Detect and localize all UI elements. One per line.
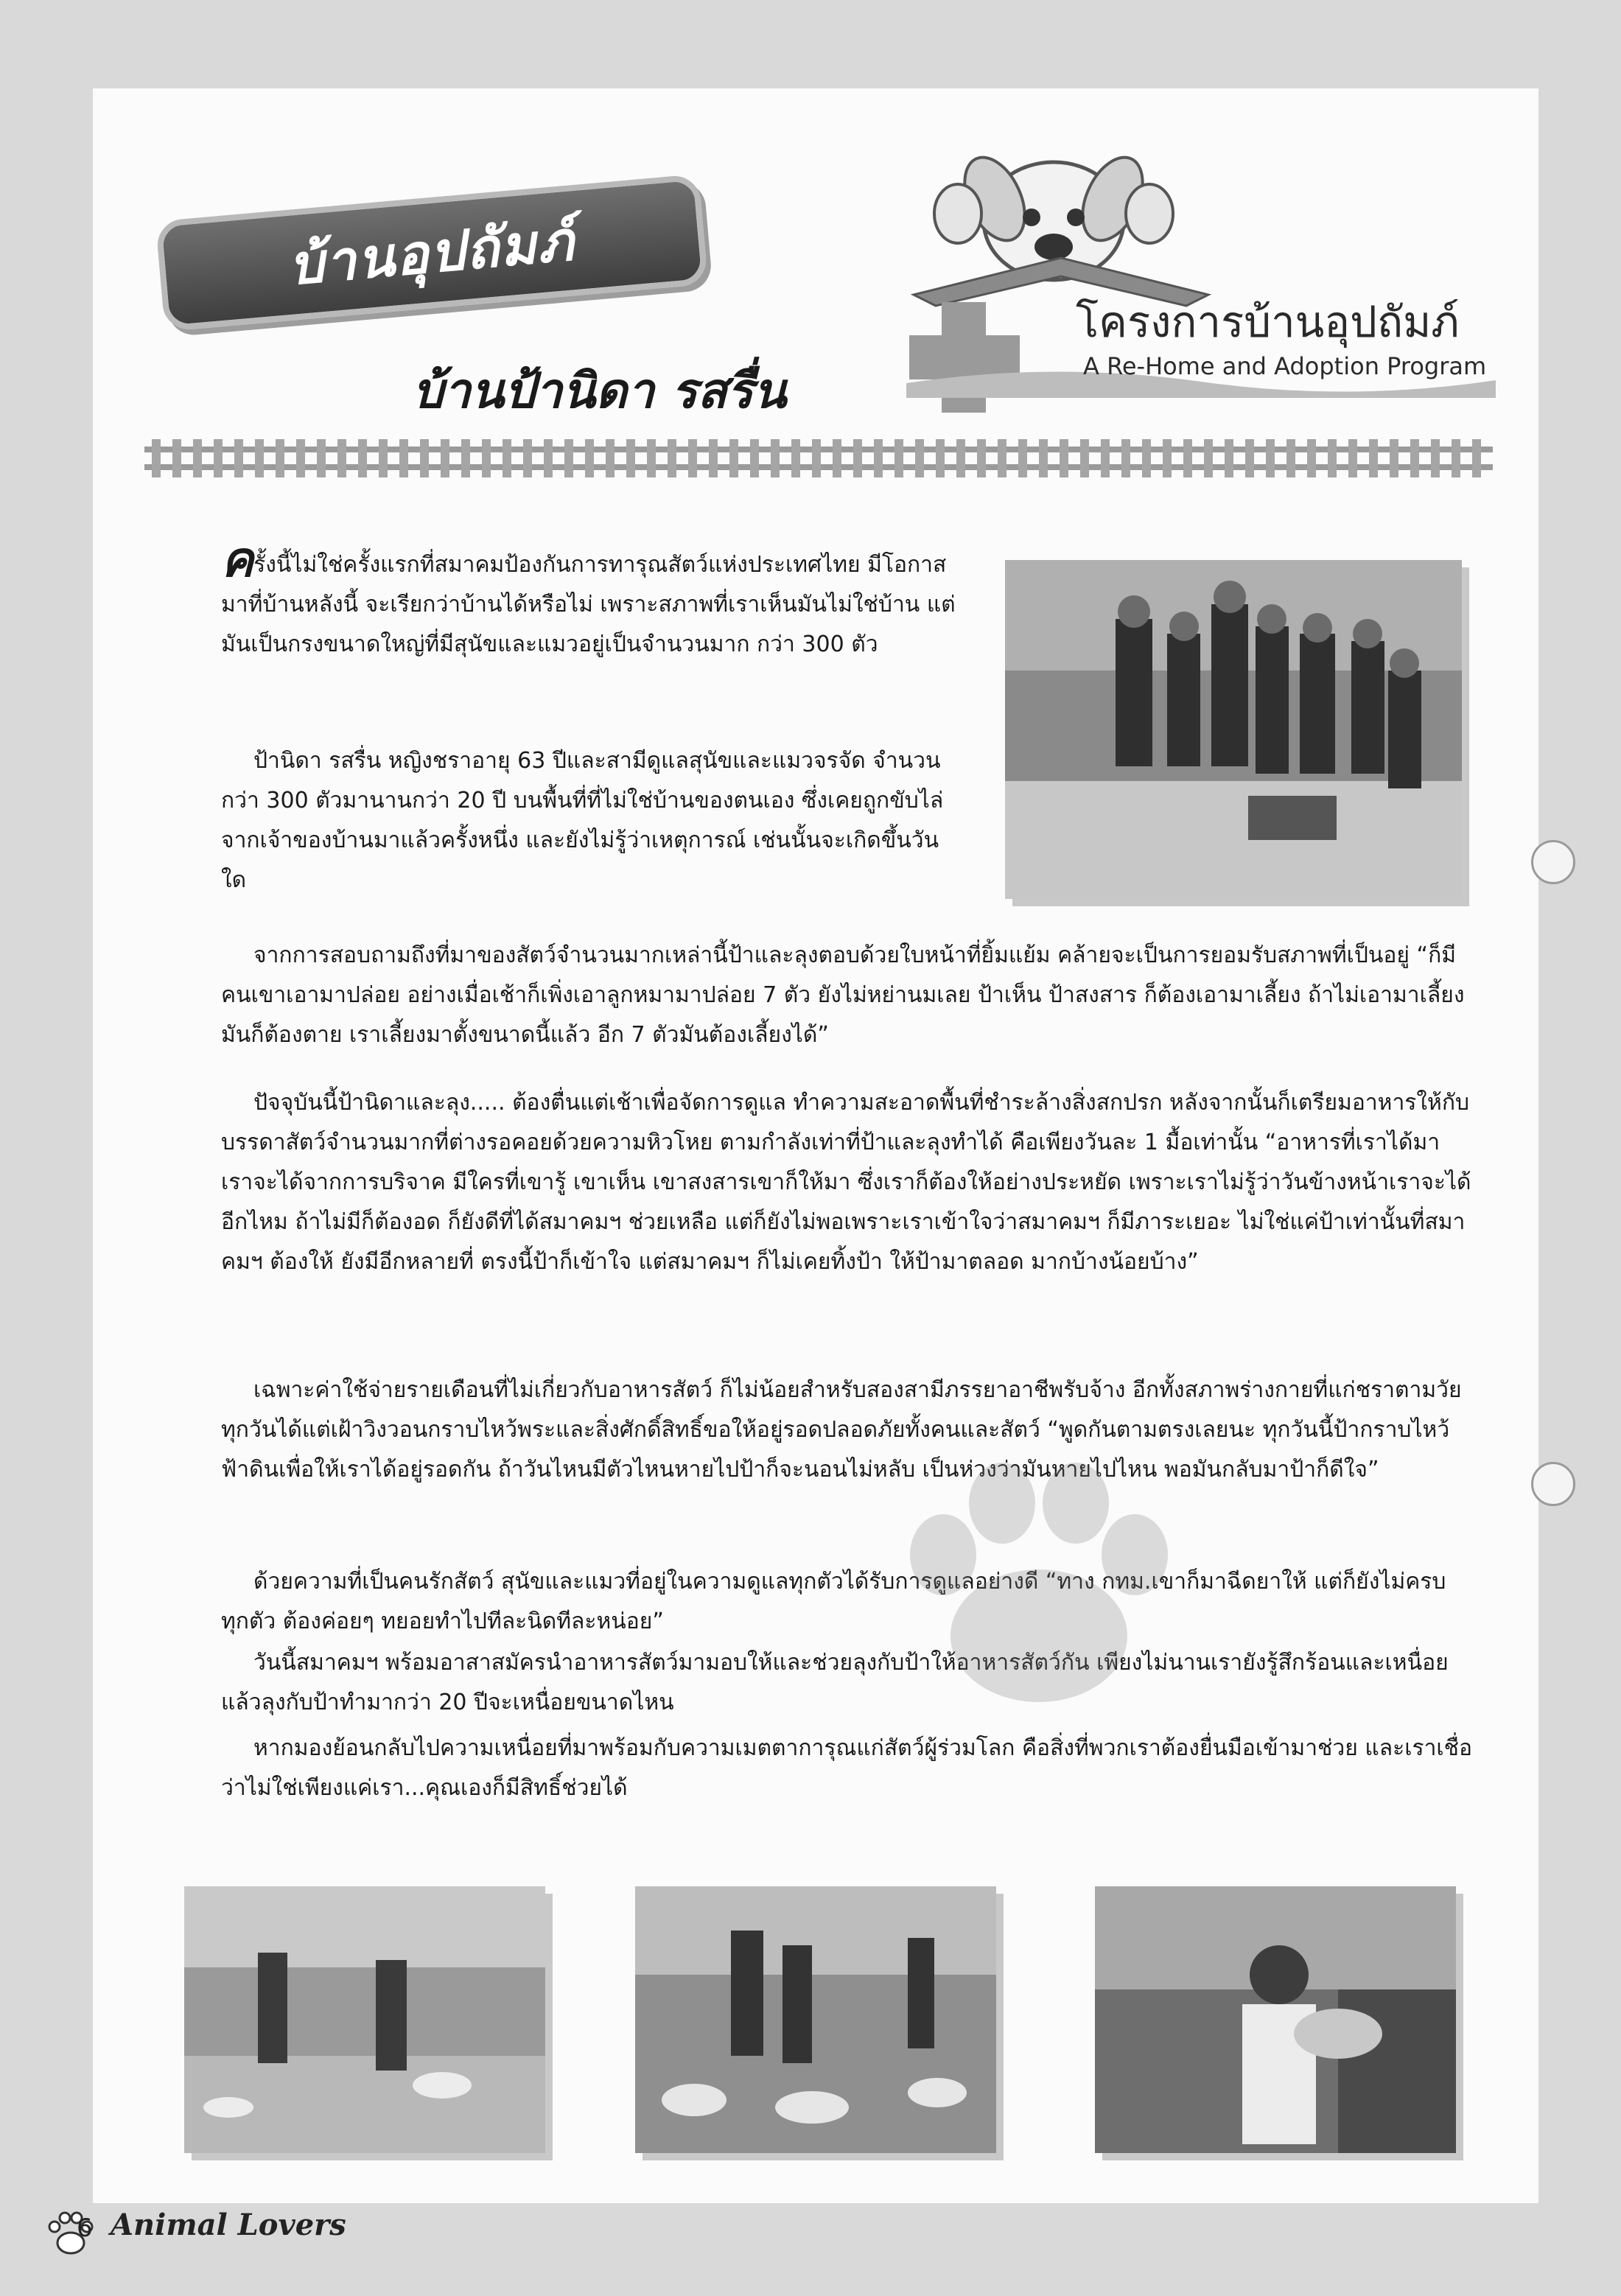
rail-tie: [668, 439, 676, 477]
rail-tie: [255, 439, 264, 477]
rail-tie: [1328, 439, 1337, 477]
program-title-thai: โครงการบ้านอุปถัมภ์: [1076, 297, 1460, 347]
rail-tie: [1369, 439, 1378, 477]
rail-tie: [998, 439, 1006, 477]
rail-tie: [1225, 439, 1233, 477]
rail-tie: [1018, 439, 1027, 477]
rail-tie: [1204, 439, 1213, 477]
rail-tie: [1039, 439, 1048, 477]
rail-tie: [1080, 439, 1089, 477]
rail-tie: [1121, 439, 1130, 477]
rail-tie: [152, 439, 161, 477]
rail-tie: [1472, 439, 1481, 477]
rail-tie: [1245, 439, 1254, 477]
rail-tie: [441, 439, 449, 477]
rail-tie: [1183, 439, 1192, 477]
rail-tie: [296, 439, 305, 477]
section-title: บ้านอุปถัมภ์: [286, 209, 578, 298]
rail-tie: [234, 439, 243, 477]
rail-tie: [379, 439, 388, 477]
rail-tie: [771, 439, 780, 477]
punch-hole-top: [1531, 840, 1575, 884]
rail-tie: [956, 439, 965, 477]
rail-tie: [915, 439, 924, 477]
rail-tie: [482, 439, 491, 477]
rail-tie: [750, 439, 759, 477]
punch-hole-bottom: [1531, 1462, 1575, 1506]
article-paragraph-5: เฉพาะค่าใช้จ่ายรายเดือนที่ไม่เกี่ยวกับอาหารสัตว์ ก็ไม่น้อยสำหรับสองสามีภรรยาอาชีพรับจ้าง อีกทั้งสภาพร่างกายที่แก่ชราตามวัย ทุกวันได้แต่เฝ้าวิงวอนกราบไหว้พระและสิ่งศักดิ์สิทธิ์ขอให้อยู่รอดปลอดภัยทั้งคนและสัตว์ “พูดกันตามตรงเลยนะ ทุกวันนี้ป้ากราบไหว้ฟ้าดินเพื่อให้เราได้อยู่รอดกัน ถ้าวันไหนมีตัวไหนหายไปป้าก็จะนอนไม่หลับ เป็นห่วงว่ามันหายไปไหน พอมันกลับมาป้าก็ดีใจ”: [221, 1377, 1462, 1483]
rail-tie: [833, 439, 841, 477]
article-paragraph-6: ด้วยความที่เป็นคนรักสัตว์ สุนัขและแมวที่อยู่ในความดูแลทุกตัวได้รับการดูแลอย่างดี “ทาง กทม.เขาก็มาฉีดยาให้ แต่ก็ยังไม่ครบทุกตัว ต้องค่อยๆ ทยอยทำไปทีละนิดทีละหน่อย”: [221, 1569, 1446, 1634]
rail-tie: [214, 439, 223, 477]
rail-tie: [193, 439, 202, 477]
rail-tie: [585, 439, 594, 477]
rail-tie: [729, 439, 738, 477]
rail-tie: [1410, 439, 1419, 477]
article-paragraph-4: ปัจจุบันนี้ป้านิดาและลุง..... ต้องตื่นแต่เช้าเพื่อจัดการดูแล ทำความสะอาดพื้นที่ชำระล้างสิ่งสกปรก หลังจากนั้นก็เตรียมอาหารให้กับบรรดาสัตว์จำนวนมากที่ต่างรอคอยด้วยความหิวโหย ตามกำลังเท่าที่ป้าและลุงทำได้ คือเพียงวันละ 1 มื้อเท่านั้น “อาหารที่เราได้มา เราจะได้จากการบริจาค มีใครที่เขารู้ เขาเห็น เขาสงสารเขาก็ให้มา ซึ่งเราก็ต้องให้อย่างประหยัด เพราะเราไม่รู้ว่าวันข้างหน้าเราจะได้อีกไหม ถ้าไม่มีก็ต้องอด ก็ยังดีที่ได้สมาคมฯ ช่วยเหลือ แต่ก็ยังไม่พอเพราะเราเข้าใจว่าสมาคมฯ ก็มีภาระเยอะ ไม่ใช่แค่ป้าเท่านั้นที่สมาคมฯ ต้องให้ ยังมีอีกหลายที่ ตรงนี้ป้าก็เข้าใจ แต่สมาคมฯ ก็ไม่เคยทิ้งป้า ให้ป้ามาตลอด มากบ้างน้อยบ้าง”: [221, 1090, 1471, 1275]
rail-tie: [317, 439, 326, 477]
rail-tie: [688, 439, 697, 477]
rail-tie: [791, 439, 800, 477]
rail-tie: [1101, 439, 1110, 477]
rail-tie: [276, 439, 284, 477]
rail-tie: [1307, 439, 1316, 477]
rail-tie: [564, 439, 573, 477]
rail-tie: [358, 439, 367, 477]
article-paragraph-2: ป้านิดา รสรื่น หญิงชราอายุ 63 ปีและสามีดูแลสุนัขและแมวจรจัด จำนวนกว่า 300 ตัวมานานกว่า 20 ปี บนพื้นที่ที่ไม่ใช่บ้านของตนเอง ซึ่งเคยถูกขับไล่จากเจ้าของบ้านมาแล้วครั้งหนึ่ง และยังไม่รู้ว่าเหตุการณ์ เช่นนั้นจะเกิดขึ้นวันใด: [221, 748, 944, 893]
article-paragraph-7: วันนี้สมาคมฯ พร้อมอาสาสมัครนำอาหารสัตว์มามอบให้และช่วยลุงกับป้าให้อาหารสัตว์กัน เพียงไม่นานเรายังรู้สึกร้อนและเหนื่อย แล้วลุงกับป้าทำมากว่า 20 ปีจะเหนื่อยขนาดไหน: [221, 1650, 1449, 1715]
rail-tie: [1266, 439, 1275, 477]
rail-tie: [1431, 439, 1440, 477]
rail-tie: [1142, 439, 1151, 477]
rail-tie: [399, 439, 408, 477]
photo-feeding-area: [184, 1886, 545, 2153]
rail-tie: [461, 439, 470, 477]
photo-woman-feeding: [1095, 1886, 1456, 2153]
rail-tie: [503, 439, 511, 477]
rail-tie: [523, 439, 532, 477]
rail-tie: [1390, 439, 1398, 477]
article-paragraph-8: หากมองย้อนกลับไปความเหนื่อยที่มาพร้อมกับความเมตตาการุณแก่สัตว์ผู้ร่วมโลก คือสิ่งที่พวกเราต้องยื่นมือเข้ามาช่วย และเราเชื่อว่าไม่ใช่เพียงแค่เรา...คุณเองก็มีสิทธิ์ช่วยได้: [221, 1735, 1473, 1801]
rail-tie: [606, 439, 615, 477]
program-title-english: A Re-Home and Adoption Program: [1083, 352, 1487, 380]
rail-tie: [936, 439, 945, 477]
photo-dogs-crowd: [635, 1886, 996, 2153]
rail-tie: [894, 439, 903, 477]
rail-tie: [874, 439, 883, 477]
group-photo: [1005, 560, 1462, 899]
paw-watermark-icon: [884, 1459, 1194, 1709]
rail-tie: [853, 439, 862, 477]
rail-tie: [1060, 439, 1068, 477]
rail-tie: [420, 439, 429, 477]
rail-tie: [812, 439, 821, 477]
article-paragraph-3: จากการสอบถามถึงที่มาของสัตว์จำนวนมากเหล่านี้ป้าและลุงตอบด้วยใบหน้าที่ยิ้มแย้ม คล้ายจะเป็นการยอมรับสภาพที่เป็นอยู่ “ก็มีคนเขาเอามาปล่อย อย่างเมื่อเช้าก็เพิ่งเอาลูกหมามาปล่อย 7 ตัว ยังไม่หย่านมเลย ป้าเห็น ป้าสงสาร ก็ต้องเอามาเลี้ยง ถ้าไม่เอามาเลี้ยงมันก็ต้องตาย เราเลี้ยงมาตั้งขนาดนี้แล้ว อีก 7 ตัวมันต้องเลี้ยงได้”: [221, 942, 1465, 1048]
rail-tie: [172, 439, 181, 477]
rail-tie: [626, 439, 635, 477]
drop-cap: ค: [221, 531, 254, 588]
article-paragraph-1: [221, 531, 958, 665]
page-number: 6: [77, 2213, 93, 2243]
rail-tie: [977, 439, 986, 477]
article-subtitle: บ้านป้านิดา รสรื่น: [413, 362, 787, 419]
rail-tie: [647, 439, 656, 477]
paragraph-text: รั้งนี้ไม่ใช่ครั้งแรกที่สมาคมป้องกันการทารุณสัตว์แห่งประเทศไทย มีโอกาสมาที่บ้านหลังนี้ จะเรียกว่าบ้านได้หรือไม่ เพราะสภาพที่เราเห็นมันไม่ใช่บ้าน แต่มันเป็นกรงขนาดใหญ่ที่มีสุนัขและแมวอยู่เป็นจำนวนมาก กว่า 300 ตัว: [221, 552, 956, 657]
rail-tie: [544, 439, 553, 477]
rail-divider: [144, 436, 1493, 480]
rail-tie: [1452, 439, 1460, 477]
rail-tie: [709, 439, 718, 477]
rail-tie: [1163, 439, 1172, 477]
rail-tie: [1286, 439, 1295, 477]
rail-tie: [1348, 439, 1357, 477]
magazine-brand: Animal Lovers: [111, 2208, 346, 2242]
rail-tie: [337, 439, 346, 477]
